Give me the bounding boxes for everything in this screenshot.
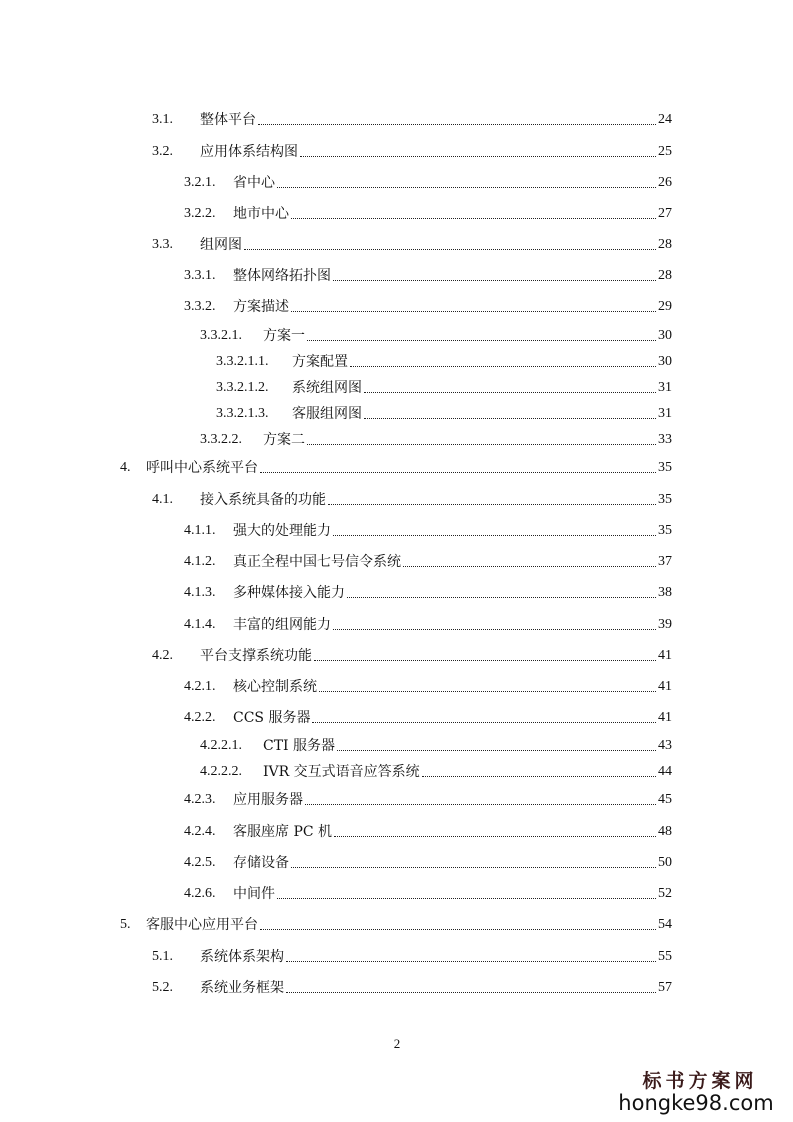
entry-title: 地市中心 bbox=[233, 206, 289, 222]
dot-leader bbox=[319, 691, 656, 692]
entry-page: 29 bbox=[658, 299, 672, 314]
entry-page: 50 bbox=[658, 855, 672, 870]
entry-title: 方案配置 bbox=[292, 354, 348, 370]
entry-number: 3.1. bbox=[152, 112, 173, 127]
toc-entry[interactable] bbox=[0, 736, 672, 756]
entry-title: 省中心 bbox=[233, 175, 275, 191]
entry-number: 3.3.2.1.1. bbox=[216, 354, 269, 369]
entry-page: 39 bbox=[658, 617, 672, 632]
entry-number: 4.2.2.1. bbox=[200, 738, 242, 753]
toc-entry[interactable] bbox=[0, 646, 672, 666]
dot-leader bbox=[286, 992, 656, 993]
entry-number: 3.3.2.1.2. bbox=[216, 380, 269, 395]
entry-title: 方案二 bbox=[263, 432, 305, 448]
entry-title: 系统体系架构 bbox=[200, 949, 284, 965]
entry-title: 强大的处理能力 bbox=[233, 523, 331, 539]
dot-leader bbox=[337, 750, 656, 751]
toc-entry[interactable] bbox=[0, 552, 672, 572]
dot-leader bbox=[333, 535, 656, 536]
toc-entry[interactable] bbox=[0, 458, 672, 478]
entry-page: 26 bbox=[658, 175, 672, 190]
dot-leader bbox=[277, 187, 656, 188]
entry-title: IVR 交互式语音应答系统 bbox=[263, 764, 420, 780]
entry-title: 方案一 bbox=[263, 328, 305, 344]
toc-entry[interactable] bbox=[0, 142, 672, 162]
entry-title: 中间件 bbox=[233, 886, 275, 902]
dot-leader bbox=[333, 629, 656, 630]
dot-leader bbox=[244, 249, 656, 250]
entry-number: 4.2.5. bbox=[184, 855, 216, 870]
dot-leader bbox=[334, 836, 656, 837]
entry-title: 呼叫中心系统平台 bbox=[146, 460, 258, 476]
entry-number: 4.1. bbox=[152, 492, 173, 507]
entry-page: 35 bbox=[658, 523, 672, 538]
toc-entry[interactable] bbox=[0, 947, 672, 967]
entry-title: 组网图 bbox=[200, 237, 242, 253]
toc-entry[interactable] bbox=[0, 490, 672, 510]
dot-leader bbox=[258, 124, 656, 125]
entry-page: 33 bbox=[658, 432, 672, 447]
toc-entry[interactable] bbox=[0, 677, 672, 697]
toc-entry[interactable] bbox=[0, 235, 672, 255]
dot-leader bbox=[300, 156, 656, 157]
toc-entry[interactable] bbox=[0, 404, 672, 424]
dot-leader bbox=[307, 340, 656, 341]
entry-number: 4.2. bbox=[152, 648, 173, 663]
entry-number: 5.1. bbox=[152, 949, 173, 964]
entry-number: 3.3. bbox=[152, 237, 173, 252]
entry-page: 41 bbox=[658, 679, 672, 694]
entry-title: 丰富的组网能力 bbox=[233, 617, 331, 633]
entry-page: 52 bbox=[658, 886, 672, 901]
toc-entry[interactable] bbox=[0, 708, 672, 728]
entry-number: 4.2.1. bbox=[184, 679, 216, 694]
entry-title: 接入系统具备的功能 bbox=[200, 492, 326, 508]
entry-page: 35 bbox=[658, 492, 672, 507]
dot-leader bbox=[328, 504, 656, 505]
entry-title: 系统业务框架 bbox=[200, 980, 284, 996]
toc-entry[interactable] bbox=[0, 326, 672, 346]
toc-entry[interactable] bbox=[0, 521, 672, 541]
entry-number: 4.2.6. bbox=[184, 886, 216, 901]
entry-number: 4.2.4. bbox=[184, 824, 216, 839]
watermark-url: hongke98.com bbox=[618, 1091, 774, 1115]
toc-entry[interactable] bbox=[0, 583, 672, 603]
entry-number: 4.2.2.2. bbox=[200, 764, 242, 779]
dot-leader bbox=[277, 898, 656, 899]
dot-leader bbox=[347, 597, 656, 598]
entry-title: CCS 服务器 bbox=[233, 710, 311, 726]
entry-title: 客服组网图 bbox=[292, 406, 362, 422]
entry-number: 3.3.1. bbox=[184, 268, 216, 283]
dot-leader bbox=[422, 776, 656, 777]
entry-title: CTI 服务器 bbox=[263, 738, 336, 754]
toc-entry[interactable] bbox=[0, 297, 672, 317]
entry-page: 57 bbox=[658, 980, 672, 995]
entry-page: 45 bbox=[658, 792, 672, 807]
entry-number: 3.2.2. bbox=[184, 206, 216, 221]
entry-title: 多种媒体接入能力 bbox=[233, 585, 345, 601]
toc-entry[interactable] bbox=[0, 853, 672, 873]
dot-leader bbox=[291, 867, 656, 868]
entry-page: 27 bbox=[658, 206, 672, 221]
toc-entry[interactable] bbox=[0, 615, 672, 635]
entry-page: 41 bbox=[658, 710, 672, 725]
dot-leader bbox=[291, 218, 656, 219]
entry-title: 系统组网图 bbox=[292, 380, 362, 396]
entry-page: 43 bbox=[658, 738, 672, 753]
entry-page: 28 bbox=[658, 237, 672, 252]
toc-entry[interactable] bbox=[0, 790, 672, 810]
entry-page: 37 bbox=[658, 554, 672, 569]
entry-number: 3.2. bbox=[152, 144, 173, 159]
dot-leader bbox=[350, 366, 656, 367]
entry-title: 整体网络拓扑图 bbox=[233, 268, 331, 284]
entry-number: 3.3.2.1.3. bbox=[216, 406, 269, 421]
toc-entry[interactable] bbox=[0, 430, 672, 450]
entry-title: 应用服务器 bbox=[233, 792, 303, 808]
dot-leader bbox=[291, 311, 656, 312]
dot-leader bbox=[305, 804, 656, 805]
toc-entry[interactable] bbox=[0, 884, 672, 904]
toc-entry[interactable] bbox=[0, 352, 672, 372]
toc-entry[interactable] bbox=[0, 173, 672, 193]
dot-leader bbox=[286, 961, 656, 962]
entry-page: 28 bbox=[658, 268, 672, 283]
entry-number: 4.1.1. bbox=[184, 523, 216, 538]
entry-number: 4.1.4. bbox=[184, 617, 216, 632]
entry-page: 30 bbox=[658, 354, 672, 369]
entry-page: 44 bbox=[658, 764, 672, 779]
entry-page: 24 bbox=[658, 112, 672, 127]
entry-title: 整体平台 bbox=[200, 112, 256, 128]
entry-title: 真正全程中国七号信令系统 bbox=[233, 554, 401, 570]
toc-entry[interactable] bbox=[0, 266, 672, 286]
entry-page: 38 bbox=[658, 585, 672, 600]
entry-number: 4.1.2. bbox=[184, 554, 216, 569]
toc-entry[interactable] bbox=[0, 762, 672, 782]
entry-page: 25 bbox=[658, 144, 672, 159]
dot-leader bbox=[307, 444, 656, 445]
entry-title: 应用体系结构图 bbox=[200, 144, 298, 160]
dot-leader bbox=[314, 660, 656, 661]
toc-entry[interactable] bbox=[0, 110, 672, 130]
entry-title: 方案描述 bbox=[233, 299, 289, 315]
dot-leader bbox=[312, 722, 656, 723]
toc-entry[interactable] bbox=[0, 378, 672, 398]
entry-number: 3.2.1. bbox=[184, 175, 216, 190]
page-number: 2 bbox=[393, 1036, 401, 1051]
entry-title: 核心控制系统 bbox=[233, 679, 317, 695]
entry-title: 客服中心应用平台 bbox=[146, 917, 258, 933]
entry-number: 5. bbox=[120, 917, 131, 932]
entry-number: 4.2.2. bbox=[184, 710, 216, 725]
dot-leader bbox=[260, 929, 656, 930]
entry-page: 31 bbox=[658, 406, 672, 421]
dot-leader bbox=[333, 280, 656, 281]
entry-number: 4.2.3. bbox=[184, 792, 216, 807]
dot-leader bbox=[260, 472, 656, 473]
entry-page: 35 bbox=[658, 460, 672, 475]
entry-number: 3.3.2.2. bbox=[200, 432, 242, 447]
dot-leader bbox=[403, 566, 656, 567]
entry-title: 客服座席 PC 机 bbox=[233, 824, 333, 840]
toc-entry[interactable] bbox=[0, 915, 672, 935]
entry-title: 存储设备 bbox=[233, 855, 289, 871]
entry-number: 5.2. bbox=[152, 980, 173, 995]
toc-entry[interactable] bbox=[0, 822, 672, 842]
dot-leader bbox=[364, 392, 656, 393]
entry-page: 41 bbox=[658, 648, 672, 663]
dot-leader bbox=[364, 418, 656, 419]
entry-title: 平台支撑系统功能 bbox=[200, 648, 312, 664]
entry-number: 4.1.3. bbox=[184, 585, 216, 600]
entry-page: 54 bbox=[658, 917, 672, 932]
toc-entry[interactable] bbox=[0, 204, 672, 224]
entry-number: 3.3.2.1. bbox=[200, 328, 242, 343]
entry-number: 3.3.2. bbox=[184, 299, 216, 314]
watermark-title: 标书方案网 bbox=[642, 1070, 758, 1092]
entry-page: 31 bbox=[658, 380, 672, 395]
entry-page: 55 bbox=[658, 949, 672, 964]
toc-entry[interactable] bbox=[0, 978, 672, 998]
entry-number: 4. bbox=[120, 460, 131, 475]
entry-page: 30 bbox=[658, 328, 672, 343]
entry-page: 48 bbox=[658, 824, 672, 839]
